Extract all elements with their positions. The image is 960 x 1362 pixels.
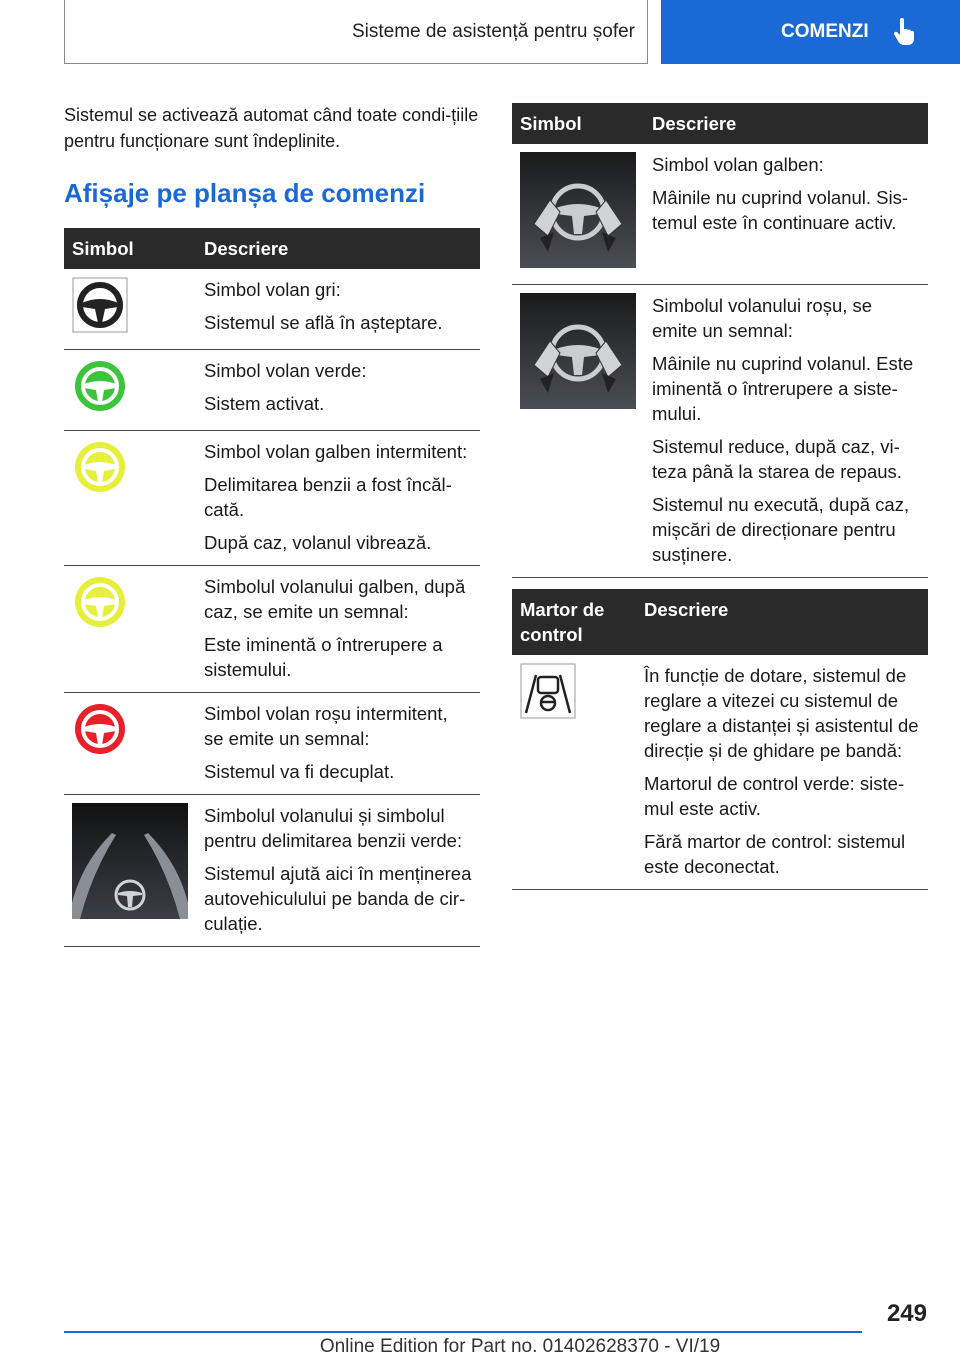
row-line: Fără martor de control: sistemul este deconectat. [644,831,906,877]
table-row [512,285,928,578]
indicator-table [512,589,928,890]
table-row [512,655,928,890]
row-line: Sistemul ajută aici în menținerea autovehiculului pe banda de cir‐culație. [204,863,472,934]
section-title: Sisteme de asistență pentru șofer [351,20,635,42]
row-line: Simbol volan galben: [652,154,824,175]
col-indicator-header: Martor de control [512,589,636,655]
hands-off-yellow-icon [520,152,636,268]
row-line: Sistemul nu execută, după caz, mișcări de direcționare pentru susținere. [652,494,910,565]
row-line: Mâinile nu cuprind volanul. Este iminentă o întrerupere a siste‐mului. [652,353,914,424]
table-row [512,144,928,285]
col-description-header: Descriere [636,589,928,655]
row-line: În funcție de dotare, sistemul de reglare a vitezei cu sistemul de reglare a distanței și asistentul de direcție și de ghidare pe bandă: [644,665,919,761]
row-line: Martorul de control verde: siste‐mul este activ. [644,773,905,819]
header-section-title [64,0,648,64]
table-row [64,431,480,566]
row-line: Sistemul reduce, după caz, vi‐teza până la starea de repaus. [652,436,902,482]
table-row [64,693,480,795]
row-line: Simbolul volanului și simbolul pentru delimitarea benzii verde: [204,805,463,851]
row-line: Sistem activat. [204,393,325,414]
row-line: Simbol volan galben intermitent: [204,441,468,462]
col-symbol-header: Simbol [512,103,644,144]
table-row [64,269,480,350]
page-number: 249 [886,1300,927,1327]
steering-wheel-green-icon [72,358,128,414]
chapter-label: COMENZI [781,21,869,42]
pointing-hand-icon [893,18,915,46]
row-line: Simbol volan verde: [204,360,367,381]
steering-wheel-gray-icon [72,277,128,333]
steering-wheel-yellow-icon [72,574,128,630]
symbol-table-left [64,228,480,947]
lane-assist-indicator-icon [520,663,576,719]
row-line: Simbolul volanului roșu, se emite un semnal: [652,295,873,341]
row-line: Sistemul va fi decuplat. [204,761,395,782]
row-line: Este iminentă o întrerupere a sistemului. [204,634,443,680]
row-line: Simbol volan roșu intermitent, se emite un semnal: [204,703,448,749]
steering-wheel-red-icon [72,701,128,757]
table-row [64,795,480,947]
footer-divider [64,1331,862,1333]
section-heading: Afișaje pe planșa de comenzi [64,178,426,208]
col-description-header: Descriere [644,103,928,144]
symbol-table-right [512,103,928,578]
row-line: După caz, volanul vibrează. [204,532,432,553]
header-chapter-tab[interactable] [661,0,960,64]
steering-wheel-yellow-icon [72,439,128,495]
lane-display-green-icon [72,803,188,919]
col-symbol-header: Simbol [64,228,196,269]
row-line: Sistemul se află în așteptare. [204,312,443,333]
row-line: Delimitarea benzii a fost încăl‐cată. [204,474,452,520]
table-row [64,566,480,693]
intro-paragraph: Sistemul se activează automat când toate condi‐țiile pentru funcționare sunt îndeplinite. [64,105,479,151]
table-row [64,350,480,431]
row-line: Simbol volan gri: [204,279,341,300]
edition-note: Online Edition for Part no. 01402628370 - VI/19 [319,1336,721,1357]
col-description-header: Descriere [196,228,480,269]
row-line: Mâinile nu cuprind volanul. Sis‐temul este în continuare activ. [652,187,909,233]
hands-off-red-icon [520,293,636,409]
row-line: Simbolul volanului galben, după caz, se emite un semnal: [204,576,466,622]
